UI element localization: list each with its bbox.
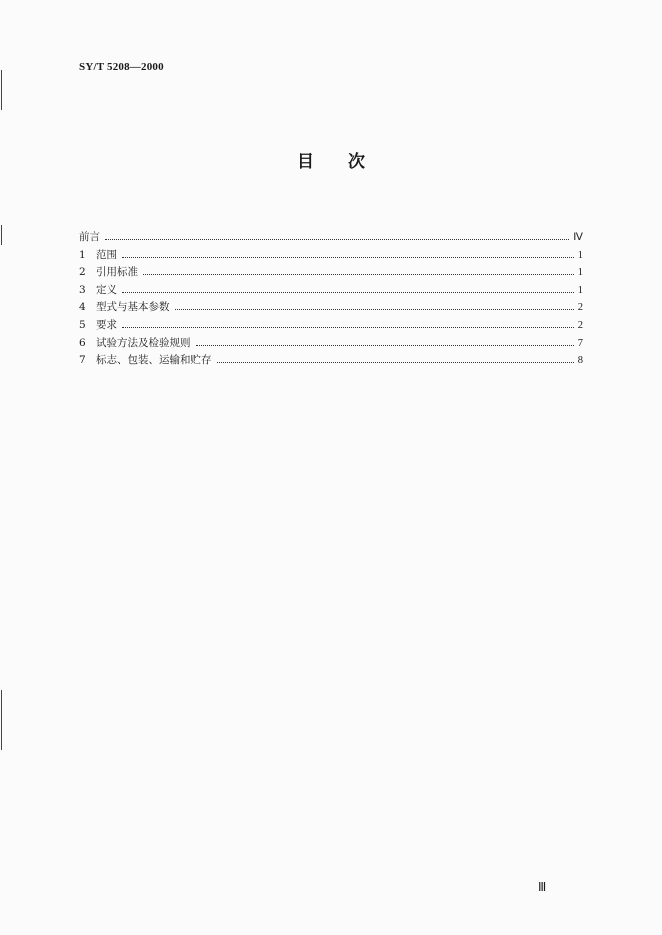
toc-entry-title: 要求 bbox=[96, 318, 117, 331]
toc-leader-dots bbox=[122, 257, 574, 258]
toc-entry-1[interactable] bbox=[79, 247, 583, 265]
toc-list bbox=[79, 229, 583, 370]
toc-entry-number: 5 bbox=[79, 318, 86, 331]
toc-entry-foreword[interactable] bbox=[79, 229, 583, 247]
toc-entry-7[interactable] bbox=[79, 352, 583, 370]
toc-entry-2[interactable] bbox=[79, 264, 583, 282]
toc-entry-title: 标志、包装、运输和贮存 bbox=[96, 354, 212, 367]
toc-entry-page: 1 bbox=[577, 249, 583, 261]
toc-entry-3[interactable] bbox=[79, 282, 583, 300]
toc-entry-number: 7 bbox=[79, 354, 86, 367]
toc-entry-number: 1 bbox=[79, 248, 86, 261]
toc-entry-title: 定义 bbox=[96, 283, 117, 296]
scan-edge-mark bbox=[1, 70, 2, 110]
scan-edge-mark bbox=[1, 690, 2, 750]
toc-entry-title: 范围 bbox=[96, 248, 117, 261]
toc-entry-title: 型式与基本参数 bbox=[96, 301, 170, 314]
toc-entry-page: 2 bbox=[577, 319, 583, 331]
toc-entry-page: 1 bbox=[577, 267, 583, 279]
toc-leader-dots bbox=[196, 345, 574, 346]
toc-entry-number: 4 bbox=[79, 301, 86, 314]
toc-entry-title: 前言 bbox=[79, 231, 100, 243]
toc-title-part1: 目 bbox=[297, 152, 314, 172]
toc-leader-dots bbox=[122, 327, 574, 328]
toc-entry-number: 6 bbox=[79, 336, 86, 349]
toc-entry-number: 2 bbox=[79, 266, 86, 279]
toc-entry-page: 2 bbox=[577, 302, 583, 314]
toc-entry-title: 试验方法及检验规则 bbox=[96, 336, 191, 349]
toc-entry-page: 8 bbox=[577, 355, 583, 367]
toc-title bbox=[0, 147, 662, 172]
toc-entry-4[interactable] bbox=[79, 299, 583, 317]
toc-entry-title: 引用标准 bbox=[96, 266, 138, 279]
page-number: Ⅲ bbox=[538, 880, 546, 894]
scan-edge-mark bbox=[1, 225, 2, 245]
toc-entry-page: Ⅳ bbox=[573, 232, 583, 243]
toc-leader-dots bbox=[105, 239, 569, 240]
toc-entry-6[interactable] bbox=[79, 335, 583, 353]
toc-leader-dots bbox=[175, 309, 574, 310]
toc-title-part2: 次 bbox=[348, 152, 365, 172]
toc-leader-dots bbox=[217, 362, 574, 363]
toc-leader-dots bbox=[143, 274, 574, 275]
toc-entry-page: 1 bbox=[577, 284, 583, 296]
toc-entry-5[interactable] bbox=[79, 317, 583, 335]
toc-entry-number: 3 bbox=[79, 283, 86, 296]
toc-entry-page: 7 bbox=[577, 337, 583, 349]
toc-leader-dots bbox=[122, 292, 574, 293]
standard-code: SY/T 5208—2000 bbox=[79, 61, 164, 73]
